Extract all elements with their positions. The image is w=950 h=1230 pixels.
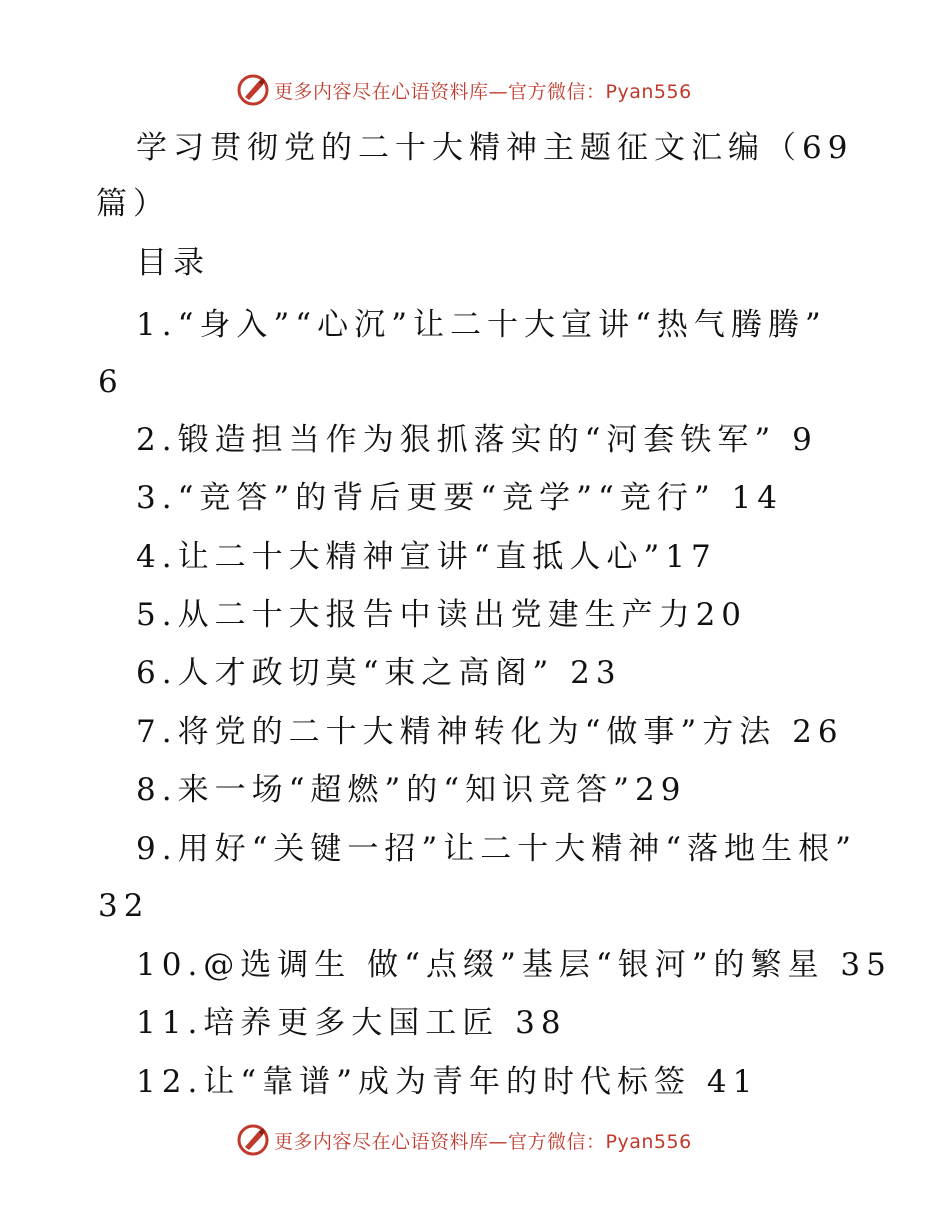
document-title: 学习贯彻党的二十大精神主题征文汇编（69: [136, 130, 854, 166]
toc-entry-9-page: 32: [98, 888, 150, 924]
banner-text: 更多内容尽在心语资料库—官方微信：Pyan556: [274, 1130, 692, 1153]
toc-entry-1-page: 6: [98, 364, 124, 400]
brand-logo-icon: [236, 1123, 270, 1157]
toc-entry-1: 1.“身入”“心沉”让二十大宣讲“热气腾腾”: [136, 307, 827, 343]
toc-entry-11: 11.培养更多大国工匠 38: [136, 1005, 567, 1041]
toc-entry-10: 10.@选调生 做“点缀”基层“银河”的繁星 35: [136, 947, 892, 983]
toc-entry-5: 5.从二十大报告中读出党建生产力20: [136, 597, 748, 633]
toc-entry-7: 7.将党的二十大精神转化为“做事”方法 26: [136, 714, 844, 750]
toc-entry-8: 8.来一场“超燃”的“知识竞答”29: [136, 772, 687, 808]
footer-watermark-banner: [236, 1122, 692, 1158]
toc-entry-3: 3.“竞答”的背后更要“竞学”“竞行” 14: [136, 480, 783, 516]
toc-entry-6: 6.人才政切莫“束之高阁” 23: [136, 655, 622, 691]
banner-text: 更多内容尽在心语资料库—官方微信：Pyan556: [274, 80, 692, 103]
toc-entry-4: 4.让二十大精神宣讲“直抵人心”17: [136, 539, 717, 575]
toc-heading: 目录: [136, 245, 210, 281]
toc-entry-9: 9.用好“关键一招”让二十大精神“落地生根”: [136, 831, 857, 867]
document-title-continued: 篇）: [96, 186, 170, 222]
toc-entry-2: 2.锻造担当作为狠抓落实的“河套铁军” 9: [136, 422, 818, 458]
header-watermark-banner: [236, 72, 692, 108]
brand-logo-icon: [236, 73, 270, 107]
toc-entry-12: 12.让“靠谱”成为青年的时代标签 41: [136, 1064, 759, 1100]
